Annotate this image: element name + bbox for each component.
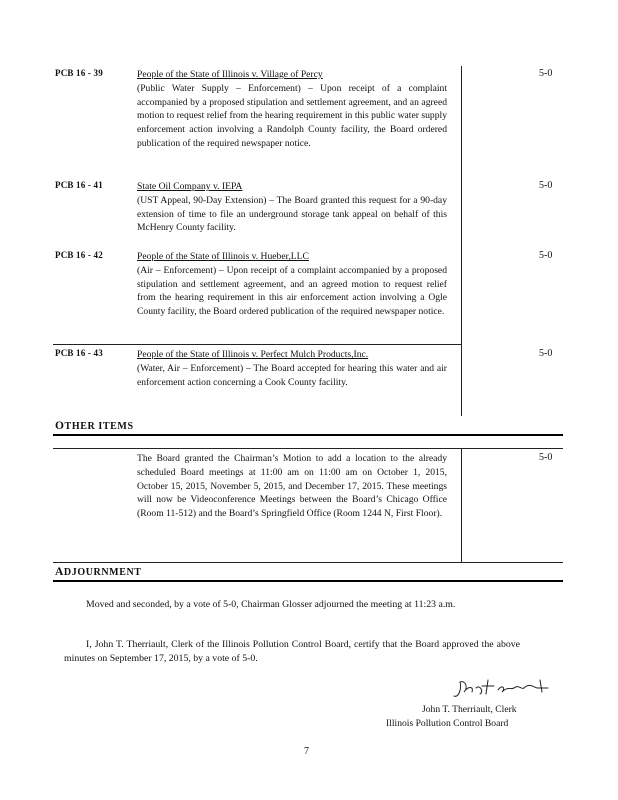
case-title: State Oil Company v. IEPA (137, 181, 243, 192)
docket-number: PCB 16 - 43 (55, 348, 103, 358)
other-item-text: The Board granted the Chairman’s Motion to add a location to the already scheduled Board meetings at 11:00 am on 11:00 am on October 1, 2015, October 15, 2015, November 5, 2015, and December 17, 2015. These meetings will now be Videoconference Meetings between the Board’s Chicago Office (Room 11-512) and the Board’s Springfield Office (Room 1244 N, First Floor). (137, 453, 447, 520)
handwritten-signature (452, 676, 552, 702)
vote-count: 5-0 (539, 452, 553, 463)
case-title: People of the State of Illinois v. Perfect Mulch Products,Inc. (137, 349, 369, 360)
section-rule-thin (53, 448, 563, 449)
docket-number: PCB 16 - 41 (55, 180, 103, 190)
section-heading-adjournment: ADJOURNMENT (55, 566, 142, 578)
vote-count: 5-0 (539, 180, 553, 191)
case-text: (Air – Enforcement) – Upon receipt of a complaint accompanied by a proposed stipulation and settlement agreement, and an agreed motion to request relief from the hearing requirement in this air enforcement action involving a Ogle County facility, the Board ordered publication of the required newspaper notice. (137, 264, 447, 318)
section-heading-other-items: OTHER ITEMS (55, 420, 134, 432)
vote-column-divider (461, 66, 462, 416)
section-rule (53, 580, 563, 582)
case-body (137, 348, 447, 389)
signature-organization: Illinois Pollution Control Board (386, 718, 509, 729)
certification-paragraph: I, John T. Therriault, Clerk of the Illinois Pollution Control Board, certify that the Board approved the above minutes on September 17, 2015, by a vote of 5-0. (64, 639, 520, 664)
section-rule-thin (53, 562, 563, 563)
docket-number: PCB 16 - 39 (55, 68, 103, 78)
vote-column-divider-other (461, 448, 462, 562)
page-number: 7 (304, 746, 309, 757)
adjournment-paragraph: Moved and seconded, by a vote of 5-0, Chairman Glosser adjourned the meeting at 11:23 a.m. (86, 599, 456, 610)
case-body (137, 250, 447, 319)
case-text: (UST Appeal, 90-Day Extension) – The Board granted this request for a 90-day extension of time to file an underground storage tank appeal on behalf of this McHenry County facility. (137, 194, 447, 234)
case-body (137, 180, 447, 235)
section-rule (53, 434, 563, 436)
case-title: People of the State of Illinois v. Hueber,LLC (137, 251, 309, 262)
docket-number: PCB 16 - 42 (55, 250, 103, 260)
vote-count: 5-0 (539, 68, 553, 79)
vote-count: 5-0 (539, 348, 553, 359)
case-separator (53, 344, 461, 345)
case-text: (Water, Air – Enforcement) – The Board accepted for hearing this water and air enforcement action concerning a Cook County facility. (137, 362, 447, 388)
vote-count: 5-0 (539, 250, 553, 261)
case-body (137, 68, 447, 151)
case-title: People of the State of Illinois v. Village of Percy (137, 69, 323, 80)
signature-name: John T. Therriault, Clerk (422, 704, 517, 715)
case-text: (Public Water Supply – Enforcement) – Upon receipt of a complaint accompanied by a proposed stipulation and settlement agreement, and an agreed motion to request relief from the hearing requirement in this public water supply enforcement action involving a Randolph County facility, the Board ordered publication of the required newspaper notice. (137, 82, 447, 149)
